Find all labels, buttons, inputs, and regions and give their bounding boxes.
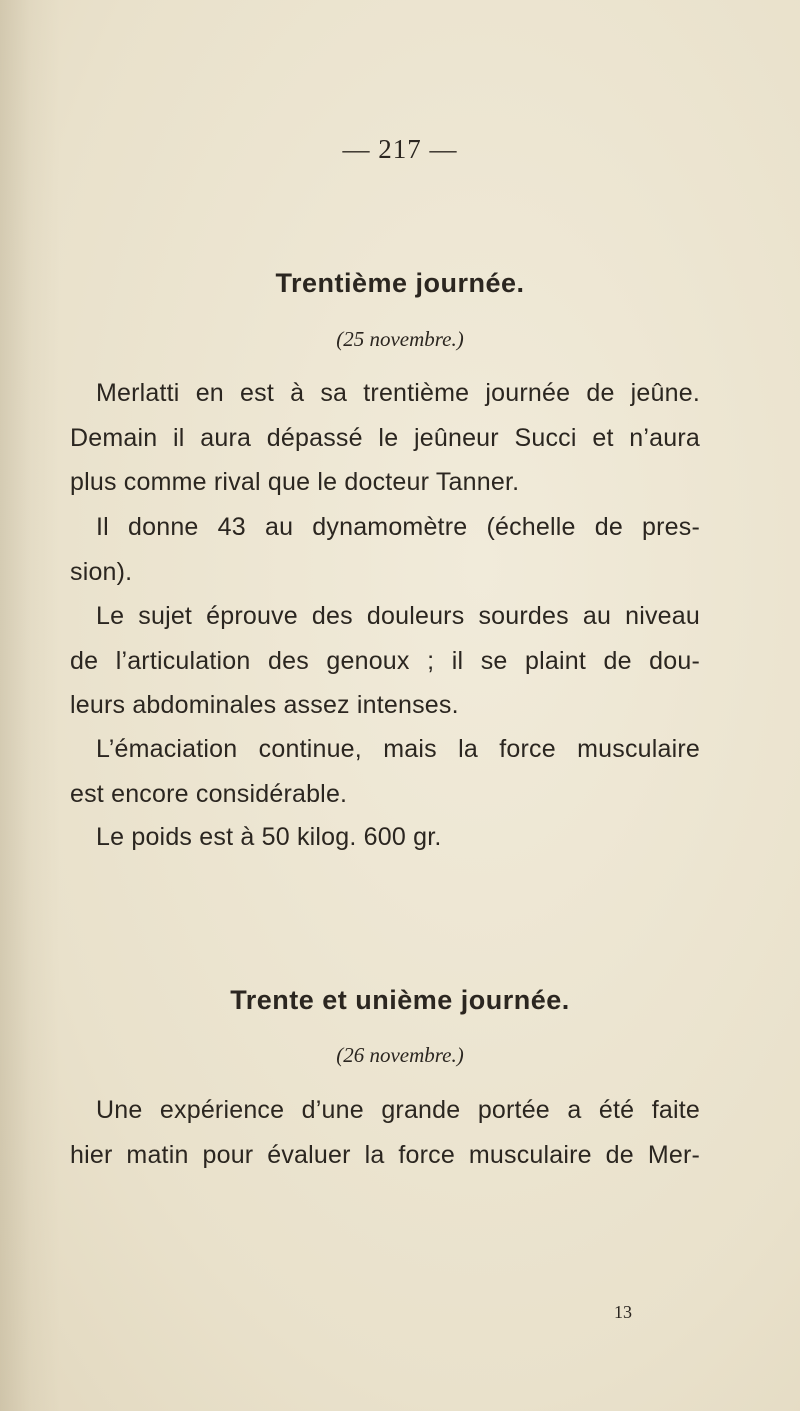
paragraph-douleurs [70,594,700,728]
text-line: Il donne 43 au dynamomètre (échelle de pres- [96,513,700,541]
section-date-26-novembre: (26 novembre.) [336,1043,464,1067]
text-line: Le sujet éprouve des douleurs sourdes au niveau [96,602,700,630]
paragraph-dynamometre [70,505,700,594]
section-date-25-novembre: (25 novembre.) [336,327,464,351]
section-title-trente-et-unieme: Trente et unième journée. [230,985,570,1015]
text-line: Une expérience d’une grande portée a été faite [96,1096,700,1124]
text-line: sion). [70,557,133,586]
text-line: Le poids est à 50 kilog. 600 gr. [96,823,442,851]
signature-mark: 13 [614,1302,632,1322]
text-line: est encore considérable. [70,779,348,808]
text-line: de l’articulation des genoux ; il se plaint de dou- [70,646,700,675]
text-line: hier matin pour évaluer la force musculaire de Mer- [70,1140,700,1169]
text-line: leurs abdominales assez intenses. [70,691,459,719]
paragraph-poids [70,815,700,860]
text-line: Merlatti en est à sa trentième journée de jeûne. [96,379,700,407]
text-line: Demain il aura dépassé le jeûneur Succi et n’aura [70,423,700,452]
section-title-trentieme: Trentième journée. [275,268,525,298]
page-number: — 217 — [342,134,458,164]
paragraph-experience [70,1088,700,1177]
paragraph-merlatti [70,371,700,505]
paragraph-emaciation [70,727,700,816]
text-line: L’émaciation continue, mais la force musculaire [96,735,700,763]
text-line: plus comme rival que le docteur Tanner. [70,468,520,496]
